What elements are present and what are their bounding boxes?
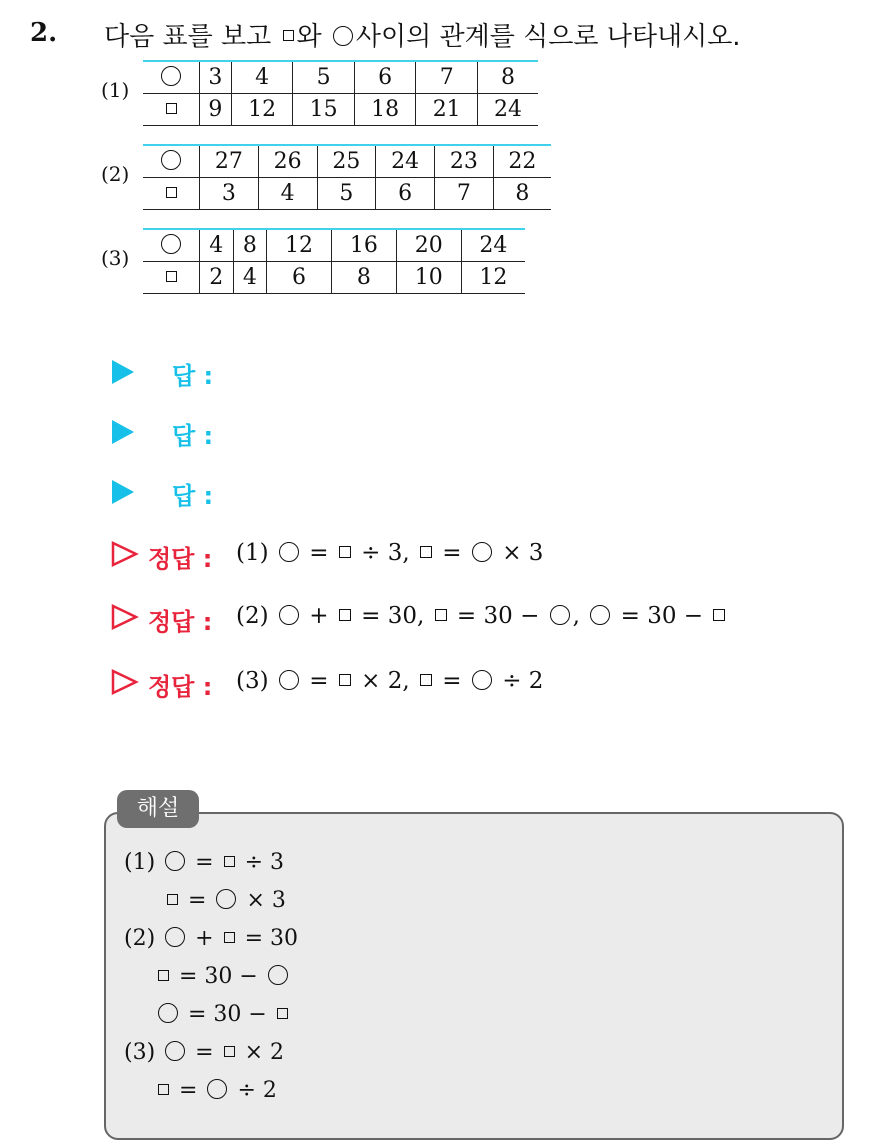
table-row-circle: [143, 229, 525, 262]
answer-label-2: 답 :: [172, 422, 214, 450]
eq-part: =: [309, 668, 336, 694]
correct-answer-1: [236, 540, 543, 566]
table-cell: 16: [331, 229, 396, 262]
table-2-label: (2): [101, 162, 130, 186]
table-row-circle: [143, 61, 538, 94]
table-1-label: (1): [101, 78, 130, 102]
circle-symbol-icon: [333, 26, 353, 46]
table-cell: 4: [200, 229, 234, 262]
eq-part: ,: [572, 603, 580, 629]
eq-part: = 30 −: [179, 964, 258, 989]
table-cell: 3: [200, 178, 259, 210]
eq-part: × 3: [502, 540, 544, 566]
question-text-part2: 와: [296, 22, 322, 52]
table-cell: 6: [267, 262, 332, 294]
table-row-square: [143, 178, 551, 210]
table-cell: 4: [233, 262, 267, 294]
table-cell: 22: [493, 145, 551, 178]
explanation-line-3: [124, 926, 298, 951]
eq-part: = 30 −: [188, 1002, 267, 1027]
explanation-line-5: [155, 1002, 291, 1027]
table-cell: 8: [477, 61, 538, 94]
correct-arrow-outline-icon: [110, 603, 140, 635]
correct-label-1: 정답 :: [148, 545, 213, 573]
table-row-square: [143, 94, 538, 126]
answer-arrow-icon: [112, 360, 134, 384]
explanation-line-7: [155, 1078, 277, 1103]
table-cell: 9: [200, 94, 232, 126]
correct-answer-2: [236, 603, 728, 629]
correct-arrow-outline-icon: [110, 540, 140, 572]
table-cell: 12: [231, 94, 293, 126]
eq-part: =: [195, 850, 214, 875]
table-cell: 20: [396, 229, 461, 262]
table-cell: 8: [233, 229, 267, 262]
value-table-2: [143, 144, 551, 210]
table-cell: 6: [354, 61, 416, 94]
table-cell: 18: [354, 94, 416, 126]
explanation-line-2: [164, 888, 286, 913]
question-text-part1: 다음 표를 보고: [104, 22, 272, 52]
table-cell: 12: [461, 262, 525, 294]
table-cell: 8: [493, 178, 551, 210]
table-cell: 23: [435, 145, 494, 178]
value-table-3: [143, 228, 525, 294]
item-number: (2): [124, 926, 156, 951]
item-number: (3): [236, 668, 269, 694]
circle-header-icon: [143, 229, 200, 262]
eq-part: +: [195, 926, 214, 951]
eq-part: = 30,: [361, 603, 425, 629]
value-table-1: [143, 60, 538, 126]
eq-part: ÷ 2: [502, 668, 544, 694]
eq-part: = 30 −: [620, 603, 704, 629]
correct-arrow-outline-icon: [110, 668, 140, 700]
table-cell: 27: [200, 145, 259, 178]
question-text: [104, 16, 741, 53]
table-cell: 3: [200, 61, 232, 94]
table-cell: 7: [435, 178, 494, 210]
eq-part: = 30 −: [456, 603, 540, 629]
table-cell: 5: [293, 61, 355, 94]
eq-part: = 30: [244, 926, 299, 951]
correct-label-2: 정답 :: [148, 608, 213, 636]
table-cell: 24: [376, 145, 435, 178]
answer-label-1: 답 :: [172, 362, 214, 390]
table-cell: 24: [461, 229, 525, 262]
correct-label-3: 정답 :: [148, 673, 213, 701]
table-cell: 4: [231, 61, 293, 94]
item-number: (3): [124, 1040, 156, 1065]
table-cell: 2: [200, 262, 234, 294]
item-number: (2): [236, 603, 269, 629]
correct-answer-3: [236, 668, 543, 694]
question-number: 2.: [30, 18, 58, 48]
eq-part: =: [309, 540, 336, 566]
item-number: (1): [236, 540, 269, 566]
eq-part: =: [179, 1078, 198, 1103]
square-symbol-icon: [283, 30, 294, 41]
table-row-square: [143, 262, 525, 294]
explanation-tab: 해설: [117, 790, 199, 828]
answer-arrow-icon: [112, 480, 134, 504]
answer-label-3: 답 :: [172, 482, 214, 510]
table-cell: 8: [331, 262, 396, 294]
eq-part: × 2,: [361, 668, 410, 694]
item-number: (1): [124, 850, 156, 875]
table-cell: 4: [258, 178, 317, 210]
table-cell: 12: [267, 229, 332, 262]
square-header-icon: [143, 94, 200, 126]
table-cell: 21: [416, 94, 478, 126]
table-cell: 10: [396, 262, 461, 294]
eq-part: × 3: [246, 888, 286, 913]
square-header-icon: [143, 178, 200, 210]
table-cell: 25: [317, 145, 376, 178]
eq-part: +: [309, 603, 336, 629]
table-cell: 26: [258, 145, 317, 178]
answer-arrow-icon: [112, 420, 134, 444]
eq-part: × 2: [244, 1040, 285, 1065]
table-row-circle: [143, 145, 551, 178]
table-cell: 15: [293, 94, 355, 126]
table-cell: 6: [376, 178, 435, 210]
eq-part: ÷ 3,: [361, 540, 410, 566]
explanation-line-6: [124, 1040, 284, 1065]
eq-part: =: [195, 1040, 214, 1065]
table-cell: 24: [477, 94, 538, 126]
table-cell: 5: [317, 178, 376, 210]
eq-part: =: [188, 888, 207, 913]
eq-part: =: [442, 668, 469, 694]
explanation-line-1: [124, 850, 284, 875]
question-text-part3: 사이의 관계를 식으로 나타내시오.: [355, 22, 741, 52]
eq-part: ÷ 2: [237, 1078, 277, 1103]
circle-header-icon: [143, 61, 200, 94]
eq-part: =: [442, 540, 469, 566]
square-header-icon: [143, 262, 200, 294]
explanation-line-4: [155, 964, 291, 989]
eq-part: ÷ 3: [244, 850, 285, 875]
table-3-label: (3): [101, 246, 130, 270]
table-cell: 7: [416, 61, 478, 94]
circle-header-icon: [143, 145, 200, 178]
